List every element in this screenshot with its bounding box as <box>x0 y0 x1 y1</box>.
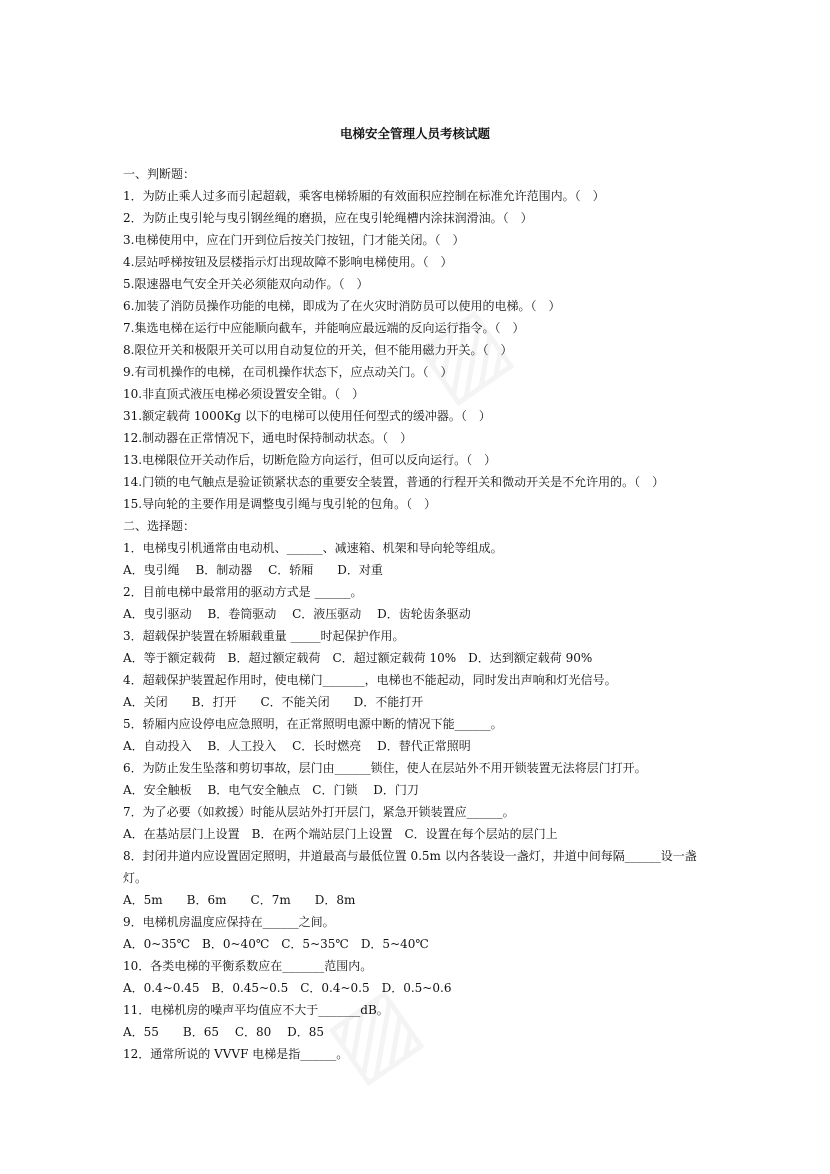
choice-options: A．安全触板 B．电气安全触点 C．门锁 D．门刀 <box>123 783 419 797</box>
judgment-question: 3.电梯使用中，应在门开到位后按关门按钮，门才能关闭。（ ） <box>123 233 465 247</box>
choice-question: 1．电梯曳引机通常由电动机、______、减速箱、机架和导向轮等组成。 <box>123 541 503 555</box>
judgment-question: 31.额定载荷 1000Kg 以下的电梯可以使用任何型式的缓冲器。（ ） <box>123 409 491 423</box>
choice-options: A．在基站层门上设置 B．在两个端站层门上设置 C．设置在每个层站的层门上 <box>123 827 558 841</box>
choice-question: 5．轿厢内应设停电应急照明，在正常照明电源中断的情况下能______。 <box>123 717 503 731</box>
judgment-question: 6.加装了消防员操作功能的电梯，即成为了在火灾时消防员可以使用的电梯。（ ） <box>123 299 561 313</box>
judgment-question: 13.电梯限位开关动作后，切断危险方向运行，但可以反向运行。（ ） <box>123 453 497 467</box>
choice-question: 10．各类电梯的平衡系数应在_______范围内。 <box>123 959 373 973</box>
page-title: 电梯安全管理人员考核试题 <box>339 126 490 141</box>
choice-question: 2．目前电梯中最常用的驱动方式是 ______。 <box>123 585 363 599</box>
judgment-question: 9.有司机操作的电梯，在司机操作状态下，应点动关门。（ ） <box>123 365 453 379</box>
judgment-question: 15.导向轮的主要作用是调整曳引绳与曳引轮的包角。（ ） <box>123 497 437 511</box>
choice-options: A．5m B．6m C．7m D．8m <box>123 893 356 907</box>
choice-question: 7．为了必要（如救援）时能从层站外打开层门，紧急开锁装置应______。 <box>123 805 515 819</box>
judgment-question: 8.限位开关和极限开关可以用自动复位的开关，但不能用磁力开关。（ ） <box>123 343 513 357</box>
choice-options: A．55 B．65 C．80 D．85 <box>123 1025 324 1039</box>
choice-question: 8．封闭井道内应设置固定照明，井道最高与最低位置 0.5m 以内各装设一盏灯，井道中间每隔______设一盏灯。 <box>123 849 697 885</box>
choice-question: 4．超载保护装置起作用时，使电梯门_______，电梯也不能起动，同时发出声响和灯光信号。 <box>123 673 617 687</box>
choice-options: A．自动投入 B．人工投入 C．长时燃亮 D．替代正常照明 <box>123 739 471 753</box>
choice-options: A．曳引绳 B．制动器 C．轿厢 D．对重 <box>123 563 383 577</box>
choice-question: 6．为防止发生坠落和剪切事故，层门由______锁住，使人在层站外不用开锁装置无法将层门打开。 <box>123 761 647 775</box>
judgment-question: 1．为防止乘人过多而引起超载，乘客电梯轿厢的有效面积应控制在标准允许范围内。（ ） <box>123 189 605 203</box>
choice-question: 12．通常所说的 VVVF 电梯是指______。 <box>123 1047 349 1061</box>
choice-options: A．等于额定载荷 B．超过额定载荷 C．超过额定载荷 10% D．达到额定载荷 90% <box>123 651 593 665</box>
exam-content <box>123 163 713 1065</box>
section-heading-judgment: 一、判断题： <box>123 167 196 181</box>
judgment-question: 7.集选电梯在运行中应能顺向截车，并能响应最远端的反向运行指令。（ ） <box>123 321 525 335</box>
choice-question: 11．电梯机房的噪声平均值应不大于_______dB。 <box>123 1003 389 1017</box>
judgment-question: 10.非直顶式液压电梯必须设置安全钳。（ ） <box>123 387 365 401</box>
judgment-question: 5.限速器电气安全开关必须能双向动作。（ ） <box>123 277 369 291</box>
choice-options: A．0~35℃ B．0~40℃ C．5~35℃ D．5~40℃ <box>123 937 429 951</box>
choice-question: 9．电梯机房温度应保持在______之间。 <box>123 915 335 929</box>
judgment-question: 14.门锁的电气触点是验证锁紧状态的重要安全装置，普通的行程开关和微动开关是不允许用的。（ ） <box>123 475 665 489</box>
judgment-question: 4.层站呼梯按钮及层楼指示灯出现故障不影响电梯使用。（ ） <box>123 255 453 269</box>
choice-options: A．0.4~0.45 B．0.45~0.5 C．0.4~0.5 D．0.5~0.6 <box>123 981 452 995</box>
judgment-question: 2．为防止曳引轮与曳引钢丝绳的磨损，应在曳引轮绳槽内涂抹润滑油。（ ） <box>123 211 533 225</box>
choice-options: A．关闭 B．打开 C．不能关闭 D．不能打开 <box>123 695 424 709</box>
choice-options: A．曳引驱动 B．卷筒驱动 C．液压驱动 D．齿轮齿条驱动 <box>123 607 471 621</box>
judgment-question: 12.制动器在正常情况下，通电时保持制动状态。（ ） <box>123 431 413 445</box>
section-heading-choice: 二、选择题： <box>123 519 196 533</box>
choice-question: 3．超载保护装置在轿厢载重量 _____时起保护作用。 <box>123 629 405 643</box>
